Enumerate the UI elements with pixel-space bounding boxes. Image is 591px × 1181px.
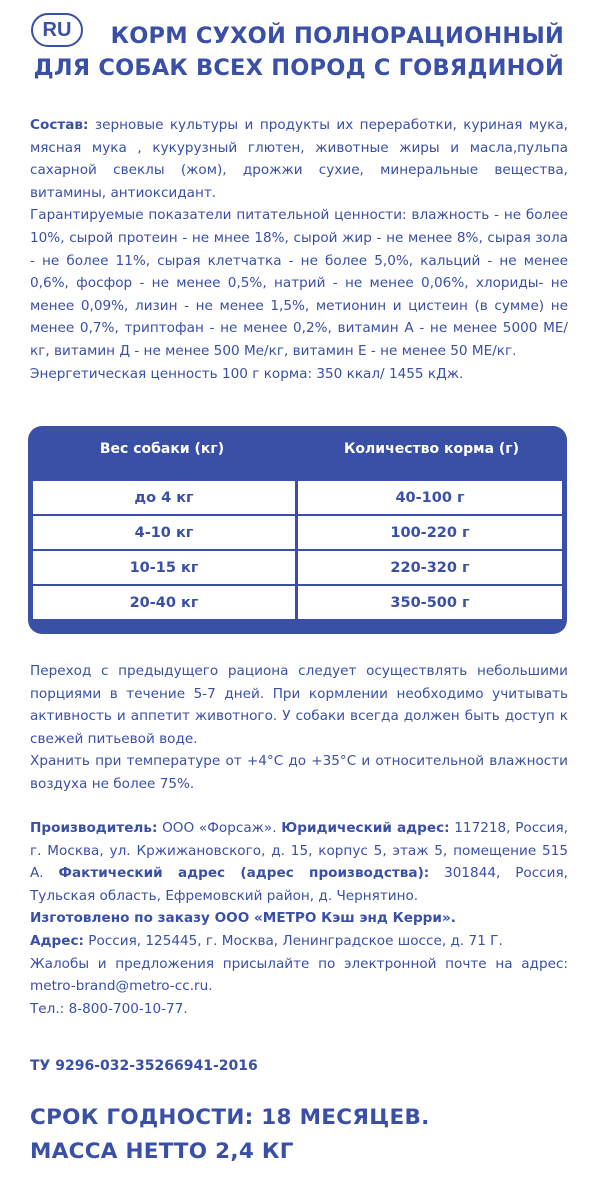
producer-name: ООО «Форсаж». — [157, 820, 282, 836]
transition-text: Переход с предыдущего рациона следует осуществлять небольшими порциями в течение 5-7 дней. При кормлении необходимо учитывать активность и аппетит животного. У собаки всегда должен быть доступ к свежей питьевой воде. — [30, 663, 568, 747]
composition-text: зерновые культуры и продукты их переработки, куриная мука, мясная мука , кукурузный глютен, животные жиры и масла,пульпа сахарной свеклы (жом), дрожжи сухие, минеральные вещества, витамины, антиоксидант. — [30, 117, 568, 201]
feeding-instructions — [30, 660, 568, 796]
composition-section — [30, 114, 568, 385]
storage-text: Хранить при температуре от +4°С до +35°С и относительной влажности воздуха не более 75%. — [30, 753, 568, 792]
table-cell-weight: 20-40 кг — [33, 586, 295, 619]
metro-address — [30, 930, 568, 953]
product-title — [34, 20, 564, 84]
tu-code: ТУ 9296-032-35266941-2016 — [30, 1058, 258, 1074]
energy-value: Энергетическая ценность 100 г корма: 350 ккал/ 1455 кДж. — [30, 365, 464, 382]
ordered-by — [30, 907, 568, 930]
producer-info — [30, 817, 568, 907]
title-line-2: ДЛЯ СОБАК ВСЕХ ПОРОД С ГОВЯДИНОЙ — [33, 55, 564, 81]
composition-label: Состав: — [30, 117, 89, 133]
legal-address-label: Юридический адрес: — [281, 820, 450, 836]
table-cell-amount: 100-220 г — [298, 516, 562, 549]
phone-text: Тел.: 8-800-700-10-77. — [30, 1000, 188, 1017]
language-badge: RU — [31, 13, 83, 47]
producer-section — [30, 817, 568, 1020]
table-cell-amount: 220-320 г — [298, 551, 562, 584]
net-mass: МАССА НЕТТО 2,4 КГ — [30, 1139, 294, 1164]
producer-label: Производитель: — [30, 820, 158, 836]
header-dog-weight: Вес собаки (кг) — [99, 441, 225, 457]
guaranteed-values: Гарантируемые показатели питательной ценности: влажность - не более 10%, сырой протеин - не мнее 18%, сырой жир - не менее 8%, сырая зола - не более 11%, сырая клетчатка - не более 5,0%, кальций - не менее 0,6%, фосфор - не менее 0,5%, натрий - не менее 0,06%, хлориды- не менее 0,09%, лизин - не менее 1,5%, метионин и цистеин (в сумме) не менее 0,7%, триптофан - не менее 0,2%, витамин А - не менее 5000 МЕ/кг, витамин Д - не менее 500 Ме/кг, витамин Е - не менее 50 МЕ/кг. — [30, 207, 568, 359]
table-cell-weight: 10-15 кг — [33, 551, 295, 584]
complaints-text: Жалобы и предложения присылайте по электронной почте на адрес: metro-brand@metro-cc.ru. — [30, 955, 568, 995]
table-cell-amount: 40-100 г — [298, 481, 562, 514]
table-cell-weight: до 4 кг — [33, 481, 295, 514]
ordered-by-text: Изготовлено по заказу ООО «МЕТРО Кэш энд Керри». — [30, 910, 456, 927]
table-cell-amount: 350-500 г — [298, 586, 562, 619]
shelf-life: СРОК ГОДНОСТИ: 18 МЕСЯЦЕВ. — [30, 1105, 430, 1130]
title-line-1: КОРМ СУХОЙ ПОЛНОРАЦИОННЫЙ — [110, 23, 564, 49]
header-feed-amount: Количество корма (г) — [343, 441, 519, 457]
address-label: Адрес: — [30, 932, 84, 949]
address-text: Россия, 125445, г. Москва, Ленинградское шоссе, д. 71 Г. — [83, 932, 503, 949]
table-cell-weight: 4-10 кг — [33, 516, 295, 549]
actual-address-label: Фактический адрес (адрес производства): — [58, 865, 430, 882]
feeding-table — [28, 426, 567, 634]
actual-address: 301844, Россия, Тульская область, Ефремовский район, д. Чернятино. — [30, 865, 568, 904]
legal-address: 117218, Россия, г. Москва, ул. Кржижановского, д. 15, корпус 5, этаж 5, помещение 515 А. — [30, 820, 568, 882]
